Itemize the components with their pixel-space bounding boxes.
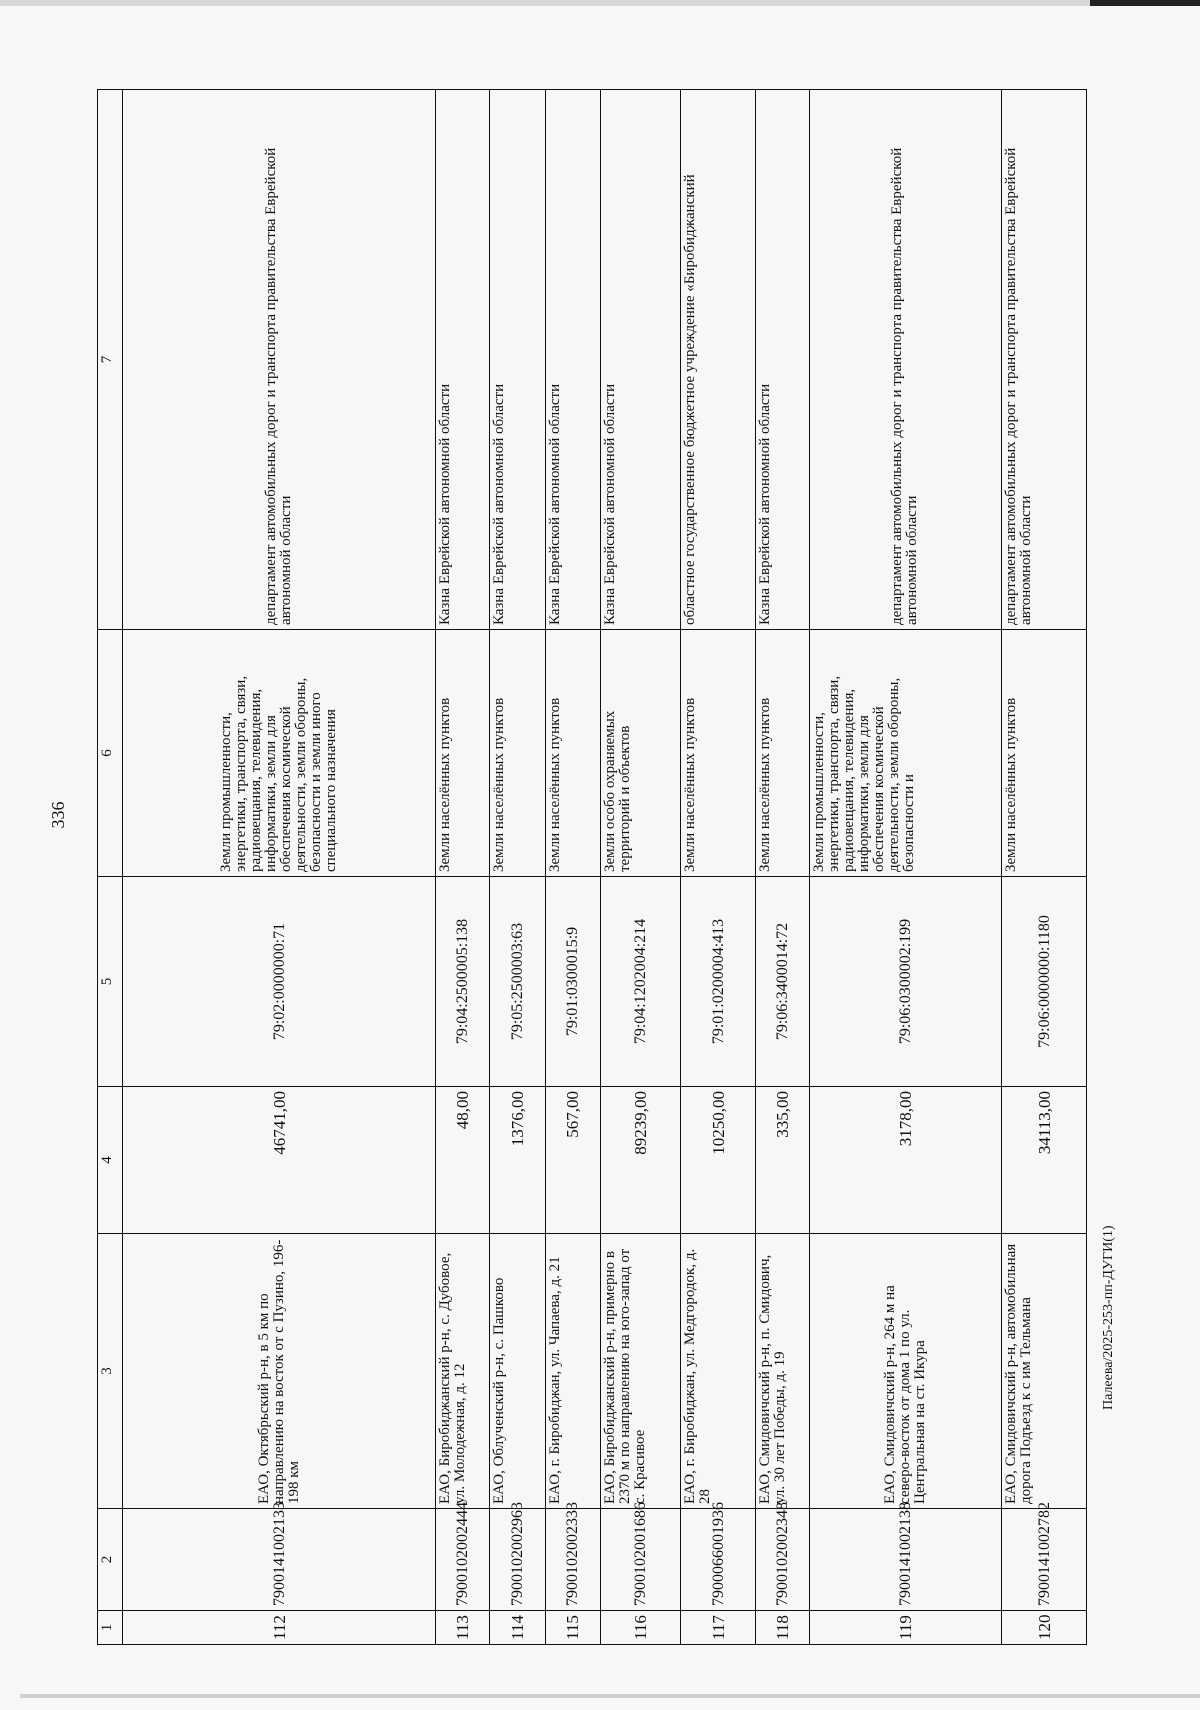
row-number: 116 — [600, 1611, 681, 1645]
registry-code: 7900102002348 — [756, 1509, 809, 1611]
rightholder: департамент автомобильных дорог и транспорта правительства Еврейской автономной области — [809, 90, 1002, 630]
rightholder: Казна Еврейской автономной области — [600, 90, 681, 630]
column-header-7: 7 — [98, 90, 123, 630]
row-number: 120 — [1002, 1611, 1087, 1645]
land-category: Земли населённых пунктов — [681, 630, 756, 877]
address-cell: ЕАО, г. Биробиджан, ул. Медгородок, д. 28 — [681, 1234, 756, 1509]
area-cell: 1376,00 — [489, 1087, 545, 1234]
registry-code: 7900102002444 — [436, 1509, 489, 1611]
header-row — [98, 90, 123, 1645]
document-code: Палеева/2025-253-пп-ДУГИ(1) — [1101, 1225, 1116, 1410]
land-category: Земли промышленности, энергетики, транспорта, связи, радиовещания, телевидения, информатики, земли для обеспечения космической деятельности, земли обороны, безопасности и земли иного специального назначения — [122, 630, 435, 877]
column-header-6: 6 — [98, 630, 123, 877]
cadastral-number: 79:02:0000000:71 — [122, 877, 435, 1087]
cadastral-number: 79:06:0000000:1180 — [1002, 877, 1087, 1087]
column-header-2: 2 — [98, 1509, 123, 1611]
row-number: 118 — [756, 1611, 809, 1645]
cadastral-number: 79:06:0300002:199 — [809, 877, 1002, 1087]
row-number: 114 — [489, 1611, 545, 1645]
table-row — [756, 90, 809, 1645]
cadastral-number: 79:01:0300015:9 — [545, 877, 600, 1087]
area-cell: 335,00 — [756, 1087, 809, 1234]
registry-code: 7900141002782 — [1002, 1509, 1087, 1611]
table-row — [1002, 90, 1087, 1645]
address-cell: ЕАО, Облученский р-н, с. Пашково — [489, 1234, 545, 1509]
land-category: Земли населённых пунктов — [436, 630, 489, 877]
cadastral-number: 79:06:3400014:72 — [756, 877, 809, 1087]
rightholder: департамент автомобильных дорог и транспорта правительства Еврейской автономной области — [122, 90, 435, 630]
scan-bottom-edge — [20, 1694, 1200, 1698]
rightholder: областное государственное бюджетное учреждение «Биробиджанский — [681, 90, 756, 630]
rightholder: Казна Еврейской автономной области — [756, 90, 809, 630]
land-category: Земли населённых пунктов — [545, 630, 600, 877]
address-cell: ЕАО, Смидовичский р-н, п. Смидович, ул. 30 лет Победы, д. 19 — [756, 1234, 809, 1509]
area-cell: 89239,00 — [600, 1087, 681, 1234]
column-header-5: 5 — [98, 877, 123, 1087]
scan-top-edge — [0, 0, 1200, 6]
row-number: 113 — [436, 1611, 489, 1645]
area-cell: 567,00 — [545, 1087, 600, 1234]
table-row — [122, 90, 435, 1645]
land-category: Земли населённых пунктов — [756, 630, 809, 877]
area-cell: 3178,00 — [809, 1087, 1002, 1234]
table-row — [489, 90, 545, 1645]
area-cell: 46741,00 — [122, 1087, 435, 1234]
registry-code: 7900102002963 — [489, 1509, 545, 1611]
registry-code: 7900102002333 — [545, 1509, 600, 1611]
rightholder: Казна Еврейской автономной области — [545, 90, 600, 630]
rotated-registry — [97, 90, 1087, 1645]
scan-top-mark — [1090, 0, 1200, 6]
row-number: 112 — [122, 1611, 435, 1645]
area-cell: 48,00 — [436, 1087, 489, 1234]
column-header-4: 4 — [98, 1087, 123, 1234]
land-category: Земли особо охраняемых территорий и объектов — [600, 630, 681, 877]
table-row — [600, 90, 681, 1645]
row-number: 119 — [809, 1611, 1002, 1645]
registry-code: 7900102001686 — [600, 1509, 681, 1611]
row-number: 117 — [681, 1611, 756, 1645]
rightholder: Казна Еврейской автономной области — [489, 90, 545, 630]
area-cell: 34113,00 — [1002, 1087, 1087, 1234]
cadastral-number: 79:04:2500005:138 — [436, 877, 489, 1087]
registry-table — [97, 89, 1087, 1645]
rightholder: департамент автомобильных дорог и транспорта правительства Еврейской автономной области — [1002, 90, 1087, 630]
column-header-1: 1 — [98, 1611, 123, 1645]
table-row — [545, 90, 600, 1645]
cadastral-number: 79:04:1202004:214 — [600, 877, 681, 1087]
registry-code: 7900066001936 — [681, 1509, 756, 1611]
registry-code: 7900141002133 — [122, 1509, 435, 1611]
table-row — [809, 90, 1002, 1645]
area-cell: 10250,00 — [681, 1087, 756, 1234]
column-header-3: 3 — [98, 1234, 123, 1509]
address-cell: ЕАО, Октябрьский р-н, в 5 км по направлению на восток от с Пузино, 196-198 км — [122, 1234, 435, 1509]
land-category: Земли промышленности, энергетики, транспорта, связи, радиовещания, телевидения, информатики, земли для обеспечения космической деятельности, земли обороны, безопасности и — [809, 630, 1002, 877]
land-category: Земли населённых пунктов — [489, 630, 545, 877]
address-cell: ЕАО, Биробиджанский р-н, примерно в 2370 м по направлению на юго-запад от с. Красивое — [600, 1234, 681, 1509]
address-cell: ЕАО, Смидовичский р-н, 264 м на северо-восток от дома 1 по ул. Центральная на ст. Икура — [809, 1234, 1002, 1509]
address-cell: ЕАО, Смидовичский р-н, автомобильная дорога Подъезд к с им Тельмана — [1002, 1234, 1087, 1509]
page-number: 336 — [48, 801, 68, 829]
table-row — [436, 90, 489, 1645]
rightholder: Казна Еврейской автономной области — [436, 90, 489, 630]
address-cell: ЕАО, Биробиджанский р-н, с. Дубовое, ул. Молодежная, д. 12 — [436, 1234, 489, 1509]
table-row — [681, 90, 756, 1645]
address-cell: ЕАО, г. Биробиджан, ул. Чапаева, д. 21 — [545, 1234, 600, 1509]
cadastral-number: 79:01:0200004:413 — [681, 877, 756, 1087]
land-category: Земли населённых пунктов — [1002, 630, 1087, 877]
row-number: 115 — [545, 1611, 600, 1645]
cadastral-number: 79:05:2500003:63 — [489, 877, 545, 1087]
registry-code: 7900141002138 — [809, 1509, 1002, 1611]
